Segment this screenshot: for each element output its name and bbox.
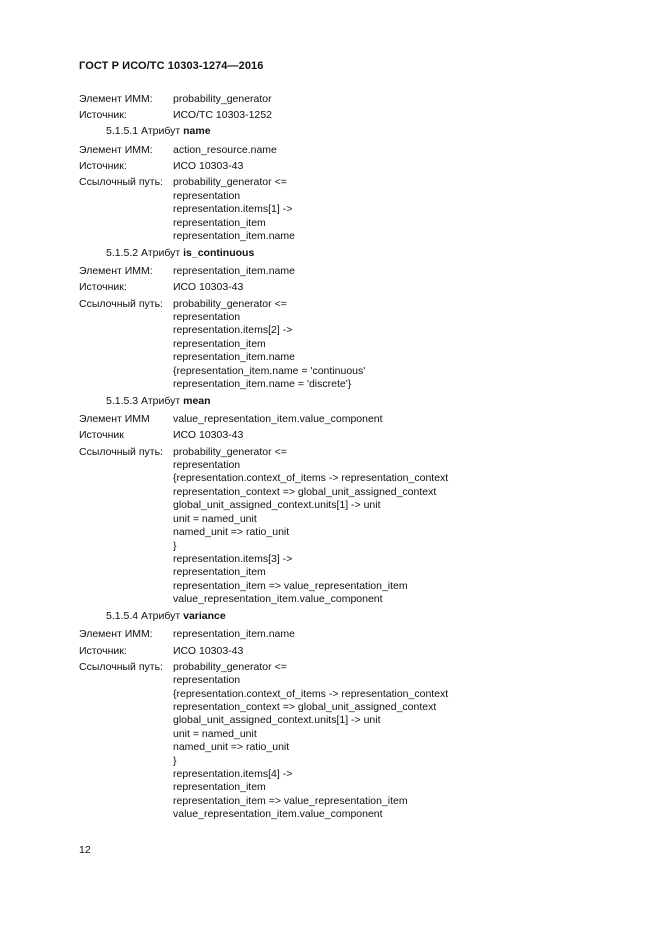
source-row — [79, 160, 639, 173]
path-line: representation_item — [173, 216, 266, 229]
element-row — [79, 144, 639, 157]
element-row — [79, 265, 639, 278]
path-line: representation — [173, 459, 241, 472]
path-line: value_representation_item.value_component — [173, 808, 383, 821]
path-line: {representation.context_of_items -> representation_context — [173, 472, 449, 485]
attribute-heading — [79, 247, 639, 260]
field-label: Ссылочный путь: — [79, 297, 163, 310]
path-line: representation_item — [173, 781, 266, 794]
field-value: action_resource.name — [173, 144, 277, 156]
path-line: representation_item.name — [173, 351, 295, 364]
source-row — [79, 429, 639, 442]
attribute-sections — [79, 125, 639, 821]
field-value: representation_item.name — [173, 628, 295, 641]
path-line: representation — [173, 189, 241, 202]
path-line: unit = named_unit — [173, 727, 257, 740]
attribute-name: is_continuous — [183, 246, 255, 259]
attribute-name: mean — [183, 394, 211, 407]
path-line: representation_item.name — [173, 230, 295, 243]
path-line: unit = named_unit — [173, 512, 257, 525]
path-line: probability_generator <= — [173, 660, 287, 673]
field-label: Источник: — [79, 281, 127, 294]
page-number: 12 — [79, 844, 91, 856]
path-line: representation_item => value_representation_item — [173, 794, 408, 807]
path-line: global_unit_assigned_context.units[1] -> unit — [173, 499, 381, 512]
attribute-number: 5.1.5.2 — [106, 246, 139, 259]
attribute-heading — [79, 610, 639, 623]
intro-source-row — [79, 109, 639, 122]
field-value: ИСО 10303-43 — [173, 281, 244, 294]
attribute-name: variance — [183, 609, 226, 622]
path-line: representation.items[4] -> — [173, 767, 293, 780]
path-line: representation.items[2] -> — [173, 324, 293, 337]
path-line: representation_item.name = 'discrete'} — [173, 378, 352, 391]
attribute-prefix: Атрибут — [141, 609, 181, 622]
attribute-number: 5.1.5.3 — [106, 394, 139, 407]
reference-path-row — [79, 176, 639, 243]
path-line: named_unit => ratio_unit — [173, 741, 290, 754]
field-label: Ссылочный путь: — [79, 445, 163, 458]
path-line: representation — [173, 674, 241, 687]
reference-path-row — [79, 661, 639, 822]
path-line: representation_context => global_unit_assigned_context — [173, 485, 437, 498]
attribute-prefix: Атрибут — [141, 394, 181, 407]
element-row — [79, 413, 639, 426]
reference-path-row — [79, 446, 639, 607]
field-label: Источник: — [79, 160, 127, 173]
path-line: representation_item => value_representation_item — [173, 579, 408, 592]
document-header: ГОСТ Р ИСО/ТС 10303-1274—2016 — [79, 60, 264, 72]
attribute-heading — [79, 125, 639, 138]
field-label: Элемент ИММ: — [79, 628, 153, 641]
path-line: {representation_item.name = 'continuous' — [173, 364, 366, 377]
field-value: ИСО 10303-43 — [173, 644, 244, 657]
field-value — [173, 661, 448, 822]
source-row — [79, 645, 639, 658]
field-value — [173, 446, 448, 607]
field-value: ИСО 10303-43 — [173, 429, 244, 442]
path-line: representation — [173, 311, 241, 324]
path-line: representation_context => global_unit_assigned_context — [173, 700, 437, 713]
path-line: probability_generator <= — [173, 297, 287, 310]
element-row — [79, 628, 639, 641]
attribute-number: 5.1.5.1 — [106, 125, 139, 138]
field-value: probability_generator — [173, 93, 272, 105]
path-line: value_representation_item.value_component — [173, 593, 383, 606]
field-label: Элемент ИММ — [79, 413, 150, 426]
attribute-heading — [79, 395, 639, 408]
attribute-prefix: Атрибут — [141, 246, 181, 259]
field-value: ИСО 10303-43 — [173, 160, 244, 173]
field-value — [173, 298, 365, 392]
field-label: Элемент ИММ: — [79, 144, 153, 156]
field-label: Элемент ИММ: — [79, 265, 153, 278]
path-line: global_unit_assigned_context.units[1] -> unit — [173, 714, 381, 727]
field-label: Элемент ИММ: — [79, 93, 153, 105]
field-label: Источник: — [79, 644, 127, 657]
attribute-name: name — [183, 125, 211, 138]
reference-path-row — [79, 298, 639, 392]
path-line: probability_generator <= — [173, 445, 287, 458]
intro-element-row — [79, 93, 639, 106]
path-line: representation.items[1] -> — [173, 203, 293, 216]
field-value — [173, 176, 295, 243]
path-line: named_unit => ratio_unit — [173, 526, 290, 539]
field-label: Источник — [79, 429, 124, 442]
field-label: Ссылочный путь: — [79, 660, 163, 673]
path-line: probability_generator <= — [173, 176, 287, 189]
source-row — [79, 281, 639, 294]
field-value: representation_item.name — [173, 265, 295, 278]
path-line: } — [173, 539, 177, 552]
field-label: Источник: — [79, 109, 127, 122]
field-value: value_representation_item.value_component — [173, 413, 383, 426]
path-line: } — [173, 754, 177, 767]
path-line: representation.items[3] -> — [173, 552, 293, 565]
path-line: representation_item — [173, 566, 266, 579]
path-line: {representation.context_of_items -> representation_context — [173, 687, 449, 700]
attribute-prefix: Атрибут — [141, 125, 181, 138]
document-body — [79, 93, 639, 825]
field-value: ИСО/ТС 10303-1252 — [173, 109, 272, 122]
path-line: representation_item — [173, 337, 266, 350]
field-label: Ссылочный путь: — [79, 176, 163, 189]
attribute-number: 5.1.5.4 — [106, 609, 139, 622]
